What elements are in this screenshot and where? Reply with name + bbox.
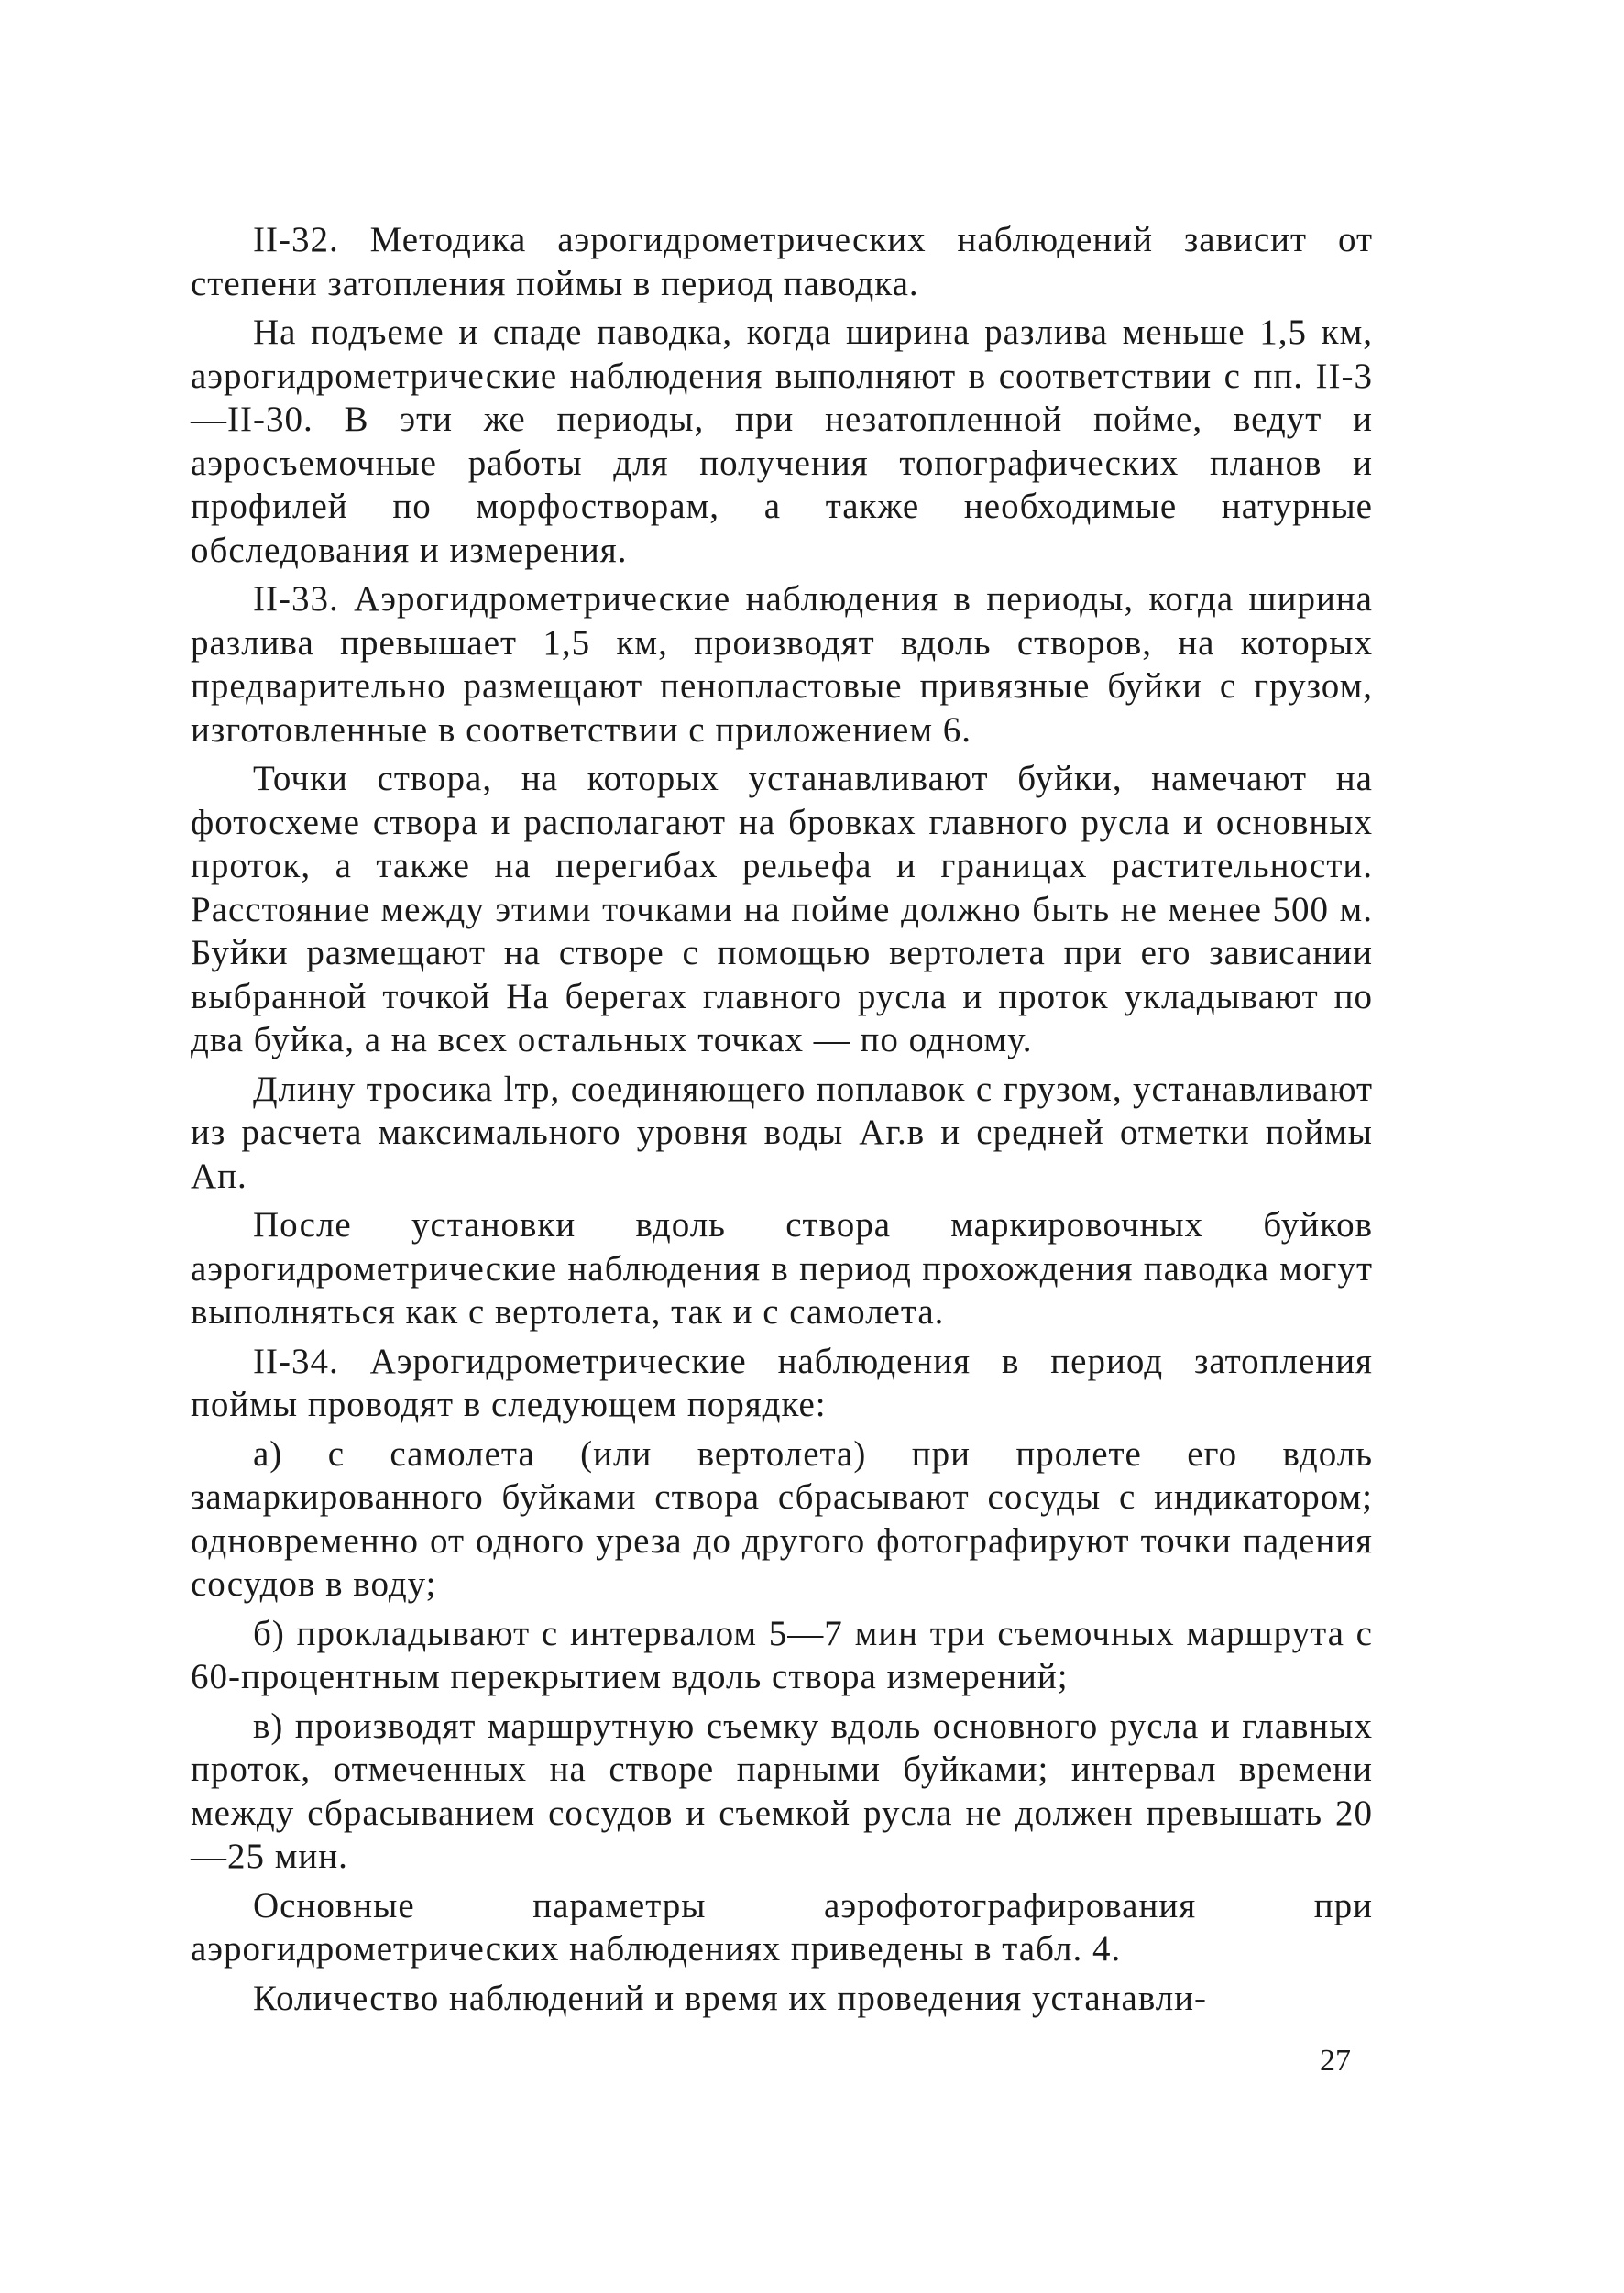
page-number: 27	[1320, 2044, 1351, 2078]
paragraph-cable-length: Длину тросика lтр, соединяющего поплавок с грузом, устанавливают из расчета максимального уровня воды Aг.в и средней отметки поймы Aп.	[191, 1069, 1373, 1196]
paragraph-ii-34: II-34. Аэрогидрометрические наблюдения в период затопления поймы проводят в следующем порядке:	[191, 1341, 1373, 1424]
paragraph-after-marking: После установки вдоль створа маркировочных буйков аэрогидрометрические наблюдения в период прохождения паводка могут выполняться как с вертолета, так и с самолета.	[191, 1205, 1373, 1332]
list-item-a: а) с самолета (или вертолета) при пролете его вдоль замаркированного буйками створа сбрасывают сосуды с индикатором; одновременно от одного уреза до другого фотографируют точки падения сосудов в воду;	[191, 1433, 1373, 1604]
paragraph-buoy-points: Точки створа, на которых устанавливают буйки, намечают на фотосхеме створа и располагают на бровках главного русла и основных проток, а также на перегибах рельефа и границах растительности. Расстояние между этими точками на пойме должно быть не менее 500 м. Буйки размещают на створе с помощью вертолета при его зависании выбранной точкой На берегах главного русла и проток укладывают по два буйка, а на всех остальных точках — по одному.	[191, 759, 1373, 1059]
paragraph-main-parameters: Основные параметры аэрофотографирования при аэрогидрометрических наблюдениях приведены в табл. 4.	[191, 1885, 1373, 1969]
page-body	[191, 218, 1373, 2025]
paragraph-ii-32: II-32. Методика аэрогидрометрических наблюдений зависит от степени затопления поймы в период паводка.	[191, 220, 1373, 303]
paragraph-flood-rise: На подъеме и спаде паводка, когда ширина разлива меньше 1,5 км, аэрогидрометрические наблюдения выполняют в соответствии с пп. II-3—II-30. В эти же периоды, при незатопленной пойме, ведут и аэросъемочные работы для получения топографических планов и профилей по морфостворам, а также необходимые натурные обследования и измерения.	[191, 313, 1373, 570]
paragraph-ii-33: II-33. Аэрогидрометрические наблюдения в периоды, когда ширина разлива превышает 1,5 км, производят вдоль створов, на которых предварительно размещают пенопластовые привязные буйки с грузом, изготовленные в соответствии с приложением 6.	[191, 579, 1373, 750]
list-item-b: б) прокладывают с интервалом 5—7 мин три съемочных маршрута с 60-процентным перекрытием вдоль створа измерений;	[191, 1613, 1373, 1696]
list-item-v: в) производят маршрутную съемку вдоль основного русла и главных проток, отмеченных на створе парными буйками; интервал времени между сбрасыванием сосудов и съемкой русла не должен превышать 20—25 мин.	[191, 1706, 1373, 1876]
paragraph-observation-count: Количество наблюдений и время их проведения устанавли-	[253, 1978, 1208, 2018]
